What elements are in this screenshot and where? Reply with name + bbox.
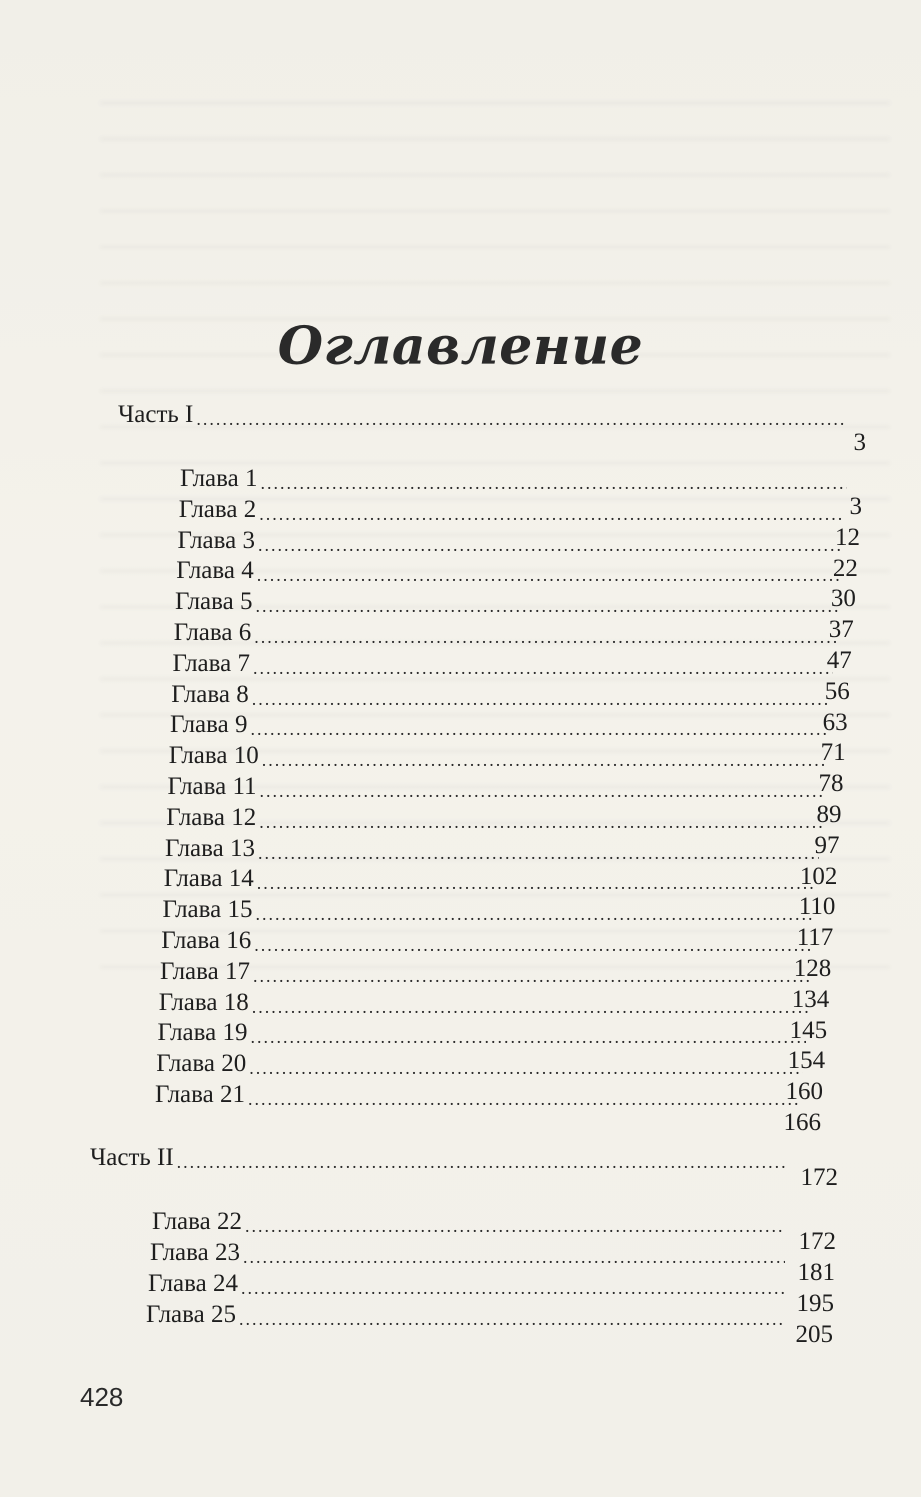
toc-chapter-leader-dots bbox=[245, 1207, 785, 1237]
toc-chapter-page-number: 128 bbox=[793, 955, 832, 982]
toc-part-page-number: 3 bbox=[853, 429, 866, 456]
toc-chapter-leader-dots bbox=[257, 556, 840, 586]
toc-chapter-page-number: 160 bbox=[785, 1078, 824, 1106]
toc-chapter-page-number: 172 bbox=[798, 1228, 836, 1255]
toc-part bbox=[118, 400, 850, 430]
toc-chapter-label: Глава 21 bbox=[155, 1081, 245, 1108]
toc-chapter bbox=[180, 464, 850, 494]
toc-chapter bbox=[164, 864, 820, 894]
toc-chapter bbox=[178, 526, 846, 556]
toc-chapter-leader-dots bbox=[250, 710, 828, 740]
toc-chapter bbox=[150, 1238, 788, 1268]
toc-chapter-label: Глава 23 bbox=[150, 1239, 240, 1266]
toc-chapter-page-number: 205 bbox=[795, 1321, 833, 1348]
toc-chapter-leader-dots bbox=[255, 587, 837, 617]
toc-chapter-leader-dots bbox=[254, 926, 812, 956]
toc-chapter-page-number: 12 bbox=[834, 523, 860, 551]
toc-chapter-page-number: 37 bbox=[828, 616, 854, 644]
toc-chapter-leader-dots bbox=[258, 834, 819, 864]
toc-chapter-page-number: 97 bbox=[814, 831, 840, 859]
toc-chapter-leader-dots bbox=[239, 1300, 785, 1330]
toc-chapter-page-number: 154 bbox=[787, 1047, 826, 1075]
toc-chapter bbox=[176, 556, 843, 586]
toc-chapter-page-number: 78 bbox=[818, 770, 844, 798]
toc-chapter-label: Глава 17 bbox=[160, 957, 250, 985]
toc-part-leader-dots bbox=[177, 1143, 787, 1173]
toc-chapter-page-number: 166 bbox=[783, 1109, 821, 1136]
toc-chapter-label: Глава 8 bbox=[171, 680, 249, 708]
toc-chapter-label: Глава 24 bbox=[148, 1270, 238, 1297]
toc-chapter-label: Глава 3 bbox=[177, 526, 255, 554]
toc-chapter-page-number: 56 bbox=[824, 677, 850, 705]
toc-chapter-leader-dots bbox=[260, 464, 847, 494]
toc-chapter-leader-dots bbox=[259, 495, 844, 525]
toc-chapter-label: Глава 18 bbox=[158, 988, 249, 1016]
toc-chapter bbox=[170, 710, 832, 740]
toc-chapter-page-number: 134 bbox=[791, 985, 830, 1013]
toc-chapter bbox=[166, 803, 824, 833]
toc-chapter-leader-dots bbox=[241, 1269, 785, 1299]
toc-chapter-label: Глава 20 bbox=[156, 1050, 247, 1078]
toc-chapter bbox=[155, 1080, 804, 1110]
toc-chapter bbox=[169, 741, 830, 771]
toc-chapter-label: Глава 1 bbox=[180, 465, 258, 492]
toc-chapter-leader-dots bbox=[250, 1018, 805, 1048]
toc-part-label: Часть II bbox=[90, 1144, 174, 1171]
toc-chapter-leader-dots bbox=[255, 895, 814, 925]
toc-chapter-page-number: 117 bbox=[796, 924, 834, 952]
toc-chapter-leader-dots bbox=[262, 741, 827, 771]
toc-chapter bbox=[156, 1049, 806, 1079]
toc-chapter-label: Глава 22 bbox=[152, 1208, 242, 1235]
toc-chapter-leader-dots bbox=[258, 526, 842, 556]
toc-chapter-label: Глава 10 bbox=[168, 742, 259, 770]
toc-chapter-page-number: 110 bbox=[798, 893, 836, 921]
toc-chapter-page-number: 22 bbox=[832, 554, 858, 582]
toc-chapter bbox=[152, 1207, 788, 1237]
toc-chapter bbox=[146, 1300, 788, 1330]
toc-chapter-page-number: 102 bbox=[799, 862, 838, 890]
toc-chapter-label: Глава 19 bbox=[157, 1019, 248, 1047]
toc-chapter bbox=[175, 587, 841, 617]
page-number: 428 bbox=[80, 1382, 124, 1412]
toc-chapter-label: Глава 4 bbox=[176, 557, 254, 585]
toc-part bbox=[90, 1143, 790, 1173]
toc-chapter-leader-dots bbox=[252, 680, 831, 710]
toc-chapter-label: Глава 6 bbox=[173, 619, 252, 646]
toc-chapter bbox=[158, 1018, 809, 1048]
toc-chapter-page-number: 181 bbox=[797, 1259, 835, 1286]
toc-chapter-leader-dots bbox=[254, 618, 835, 648]
toc-chapter-leader-dots bbox=[252, 988, 808, 1018]
toc-chapter-leader-dots bbox=[259, 803, 821, 833]
toc-chapter-label: Глава 13 bbox=[165, 834, 255, 862]
toc-chapter-label: Глава 9 bbox=[170, 711, 248, 739]
toc-chapter-page-number: 47 bbox=[826, 647, 852, 674]
toc-chapter-leader-dots bbox=[253, 957, 810, 987]
toc-chapter-label: Глава 15 bbox=[162, 896, 253, 924]
toc-chapter-leader-dots bbox=[257, 864, 817, 894]
toc-chapter-leader-dots bbox=[248, 1080, 801, 1110]
toc-chapter-label: Глава 16 bbox=[161, 927, 252, 954]
toc-chapter bbox=[179, 495, 848, 525]
toc-chapter bbox=[148, 1269, 788, 1299]
toc-chapter-page-number: 195 bbox=[796, 1290, 834, 1317]
toc-chapter bbox=[159, 988, 811, 1018]
toc-chapter bbox=[163, 895, 818, 925]
toc-chapter-label: Глава 2 bbox=[178, 495, 257, 523]
toc-chapter-leader-dots bbox=[260, 772, 824, 802]
toc-chapter bbox=[171, 680, 834, 710]
toc-chapter bbox=[165, 834, 822, 864]
toc-chapter bbox=[174, 618, 839, 648]
toc-chapter bbox=[160, 957, 813, 987]
toc-chapter-page-number: 145 bbox=[789, 1016, 828, 1044]
toc-chapter-label: Глава 25 bbox=[146, 1301, 236, 1328]
toc-chapter-leader-dots bbox=[249, 1049, 803, 1079]
toc-chapter-page-number: 63 bbox=[822, 708, 848, 736]
toc-chapter bbox=[168, 772, 828, 802]
toc-chapter-label: Глава 14 bbox=[163, 865, 254, 893]
toc-part-page-number: 172 bbox=[800, 1164, 838, 1191]
page-title: Оглавление bbox=[277, 316, 644, 377]
toc-part-label: Часть I bbox=[118, 401, 194, 428]
toc-chapter-leader-dots bbox=[253, 649, 833, 679]
toc-chapter-label: Глава 11 bbox=[167, 773, 257, 800]
toc-chapter-page-number: 3 bbox=[849, 493, 862, 520]
toc-chapter-leader-dots bbox=[243, 1238, 785, 1268]
toc-part-leader-dots bbox=[196, 400, 847, 430]
toc-chapter bbox=[173, 649, 837, 679]
toc-chapter-page-number: 71 bbox=[820, 739, 846, 767]
toc-chapter-page-number: 30 bbox=[830, 585, 856, 613]
toc-chapter-page-number: 89 bbox=[816, 801, 842, 828]
toc-chapter-label: Глава 5 bbox=[175, 588, 253, 616]
toc-chapter bbox=[161, 926, 815, 956]
toc-chapter-label: Глава 7 bbox=[172, 649, 250, 677]
toc-chapter-label: Глава 12 bbox=[166, 803, 257, 831]
